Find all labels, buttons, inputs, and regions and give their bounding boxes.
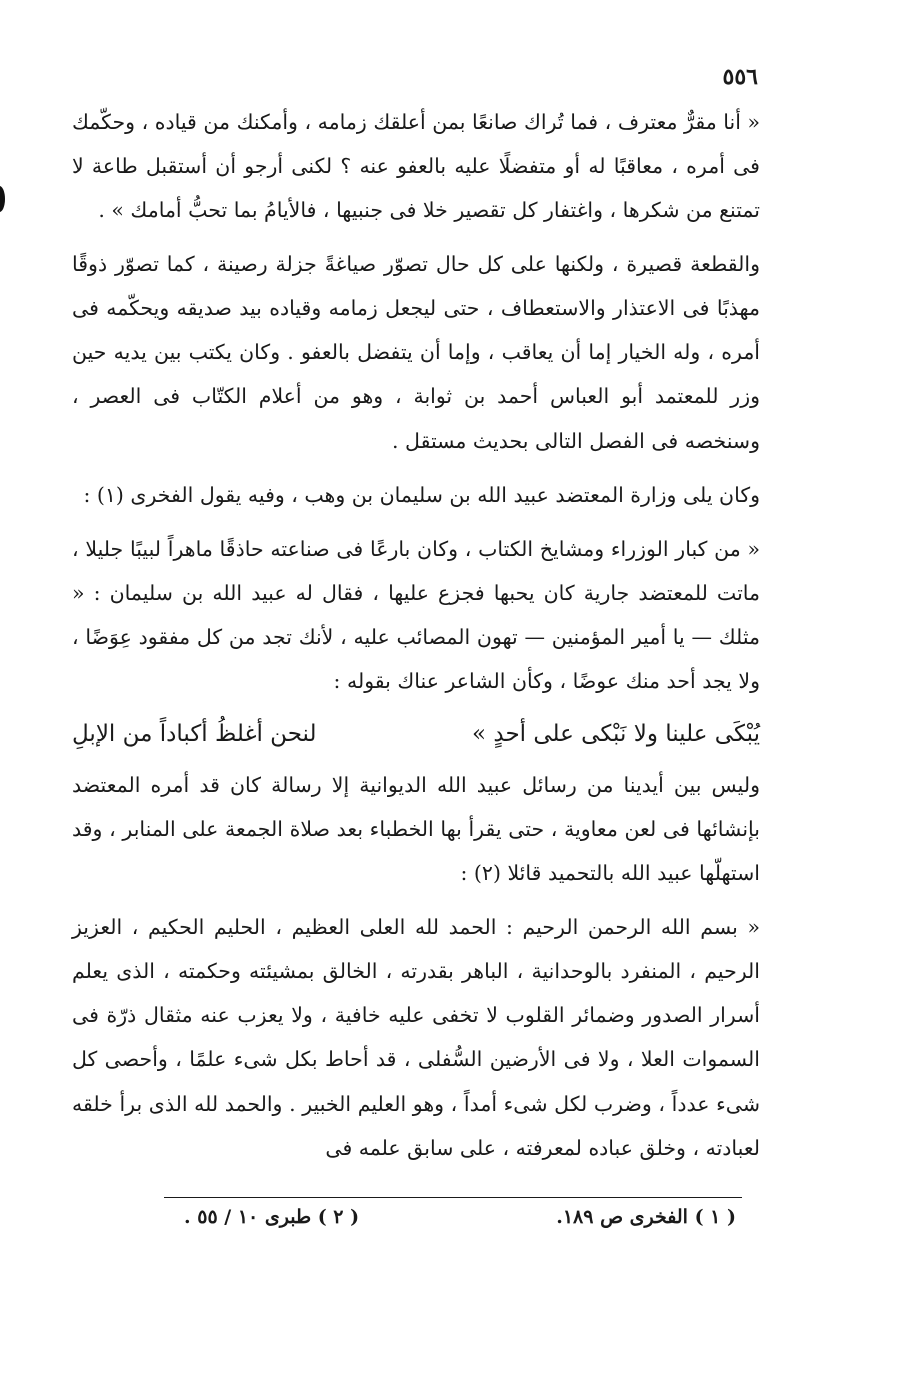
paragraph-fakhri-quote: « من كبار الوزراء ومشايخ الكتاب ، وكان بارعًا فى صناعته حاذقًا ماهراً لبيبًا جليلا ، ماتت للمعتضد جارية كان يحبها فجزع عليها ، فقال له عبيد الله بن سليمان : « مثلك — يا أمير المؤمنين — تهون المصائب عليه ، لأنك تجد من كل مفقود عِوَضًا ، ولا يجد أحد منك عوضًا ، وكأن الشاعر عناك بقوله : [72,536,760,693]
verse-hemistich-2: يُبْكَى علينا ولا نَبْكى على أحدٍ » [471,721,760,748]
page-number: ٥٥٦ [722,64,758,90]
paragraph-commentary: والقطعة قصيرة ، ولكنها على كل حال تصوّر صياغةً جزلة رصينة ، كما تصوّر ذوقًا مهذبًا فى الاعتذار والاستعطاف ، حتى ليجعل زمامه وقياده بيد صديقه ويحكّمه فى أمره ، وله الخيار إما أن يعاقب ، وإما أن يتفضل بالعفو . وكان يكتب بين يديه حين وزر للمعتمد أبو العباس أحمد بن ثوابة ، وهو من أعلام الكتّاب فى العصر ، وسنخصه فى الفصل التالى بحديث مستقل . [72,252,760,453]
paragraph-quote-apology: « أنا مقرٌّ معترف ، فما تُراك صانعًا بمن أعلقك زمامه ، وأمكنك من قياده ، وحكّمك فى أمره ، معاقبًا له أو متفضلًا عليه بالعفو عنه ؟ لكنى أرجو أن أستقبل طاعة لا تمتنع من شكرها ، واغتفار كل تقصير خلا فى جنبيها ، فالأيامُ بما تحبُّ أمامك » . [72,110,760,223]
verse-hemistich-1: لنحن أغلظُ أكباداً من الإبلِ [72,721,317,748]
paragraph-letter-text: « بسم الله الرحمن الرحيم : الحمد لله العلى العظيم ، الحليم الحكيم ، العزيز الرحيم ، المنفرد بالوحدانية ، الباهر بقدرته ، الخالق بمشيئته وحكمته ، الذى يعلم أسرار الصدور وضمائر القلوب لا تخفى عليه خافية ، ولا يعزب عنه مثقال ذرّة فى السموات العلا ، ولا فى الأرضين السُّفلى ، قد أحاط بكل شىء علمًا ، وأحصى كل شىء عدداً ، وضرب لكل شىء أمداً ، وهو العليم الخبير . والحمد لله الذى برأ خلقه لعبادته ، وخلق عباده لمعرفته ، على سابق علمه فى [72,915,760,1160]
paragraph-letter-intro: وليس بين أيدينا من رسائل عبيد الله الديوانية إلا رسالة كان قد أمره المعتضد بإنشائها فى لعن معاوية ، حتى يقرأ بها الخطباء بعد صلاة الجمعة على المنابر ، وقد استهلّها عبيد الله بالتحميد قائلا (٢) : [72,773,760,886]
footnote-divider [164,1197,742,1198]
body-text [72,100,760,1170]
paragraph-vizier-intro: وكان يلى وزارة المعتضد عبيد الله بن سليمان بن وهب ، وفيه يقول الفخرى (١) : [83,482,760,507]
page-edge-mark [0,186,5,212]
footnote-2: ( ٢ ) طبرى ١٠ / ٥٥ . [184,1206,360,1228]
poetry-verse [72,703,760,763]
footnote-1: ( ١ ) الفخرى ص ١٨٩. [556,1206,736,1228]
